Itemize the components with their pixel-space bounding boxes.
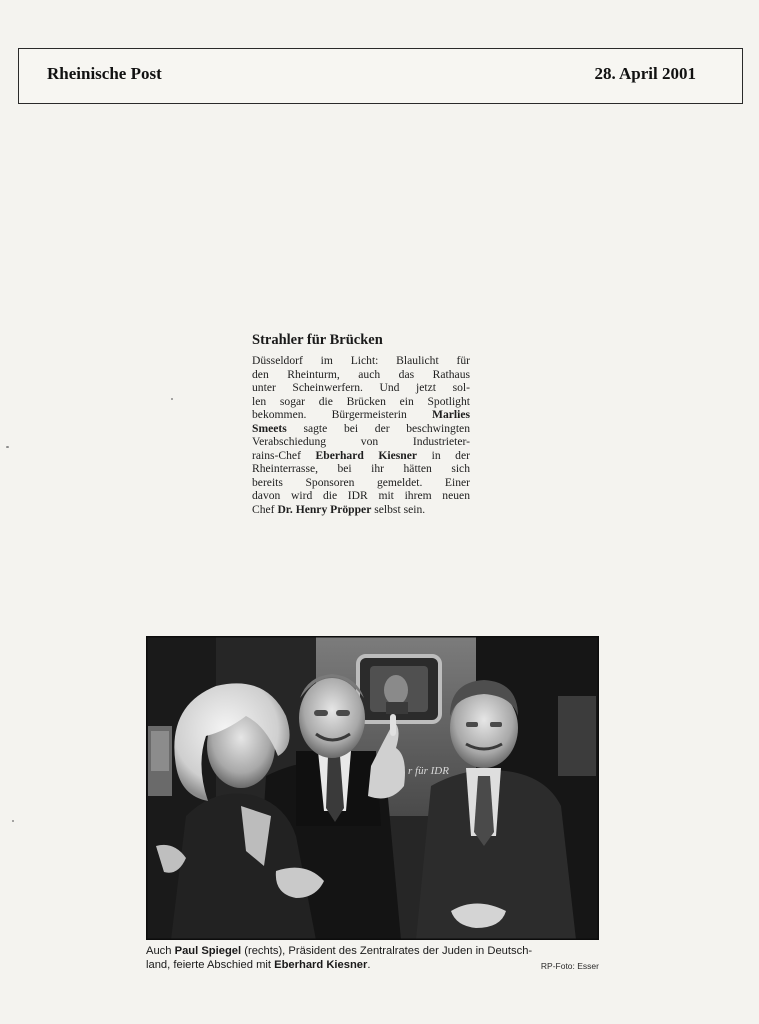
article	[252, 332, 470, 516]
article-line	[252, 422, 470, 436]
bold-name: Dr. Henry Pröpper	[277, 502, 372, 516]
paper-speck	[171, 398, 173, 400]
paper-speck	[12, 820, 14, 822]
article-line	[252, 435, 470, 449]
text-segment: len sogar die Brücken ein Spotlight	[252, 394, 470, 408]
article-line	[252, 381, 470, 395]
text-segment: den Rheinturm, auch das Rathaus	[252, 367, 470, 381]
text-segment: Verabschiedung von Industrieter-	[252, 435, 470, 448]
article-headline: Strahler für Brücken	[252, 332, 383, 348]
article-line	[252, 395, 470, 409]
text-segment: sagte bei der beschwingten	[286, 421, 470, 435]
article-line	[252, 503, 470, 517]
press-photo	[146, 636, 599, 940]
text-segment: Düsseldorf im Licht: Blaulicht für	[252, 354, 470, 367]
text-segment: (rechts), Präsident des Zentralrates der Juden in Deutsch-	[241, 945, 533, 957]
bold-name: Paul Spiegel	[174, 945, 242, 957]
text-segment: .	[367, 959, 371, 971]
caption-line	[146, 958, 599, 972]
text-segment: unter Scheinwerfern. Und jetzt sol-	[252, 381, 470, 394]
bold-name: Eberhard Kiesner	[315, 448, 418, 462]
photo-image	[146, 636, 599, 940]
photo-caption	[146, 944, 599, 972]
text-segment: Auch	[146, 945, 175, 957]
article-line	[252, 354, 470, 368]
caption-line	[146, 944, 599, 958]
article-line	[252, 449, 470, 463]
text-segment: land, feierte Abschied mit	[146, 959, 275, 971]
text-segment: bereits Sponsoren gemeldet. Einer	[252, 475, 470, 489]
article-line	[252, 368, 470, 382]
article-line	[252, 462, 470, 476]
paper-speck	[6, 446, 9, 448]
text-segment: selbst sein.	[371, 502, 426, 516]
text-segment: Rheinterrasse, bei ihr hätten sich	[252, 462, 470, 475]
text-segment: in der	[417, 448, 470, 462]
article-line	[252, 408, 470, 422]
article-line	[252, 476, 470, 490]
sign-text: r für IDR	[408, 765, 449, 777]
article-line	[252, 489, 470, 503]
bold-name: Marlies	[432, 408, 470, 421]
text-segment: davon wird die IDR mit ihrem neuen	[252, 489, 470, 502]
text-segment: bekommen. Bürgermeisterin	[252, 408, 432, 421]
photo-credit: RP-Foto: Esser	[540, 961, 599, 971]
text-segment: rains-Chef	[252, 448, 316, 462]
bold-name: Eberhard Kiesner	[274, 959, 368, 971]
bold-name: Smeets	[252, 421, 287, 435]
publication-date: 28. April 2001	[594, 64, 696, 83]
article-body	[252, 354, 470, 516]
clipping-header	[18, 48, 743, 104]
text-segment: Chef	[252, 502, 278, 516]
newspaper-name: Rheinische Post	[47, 64, 162, 83]
